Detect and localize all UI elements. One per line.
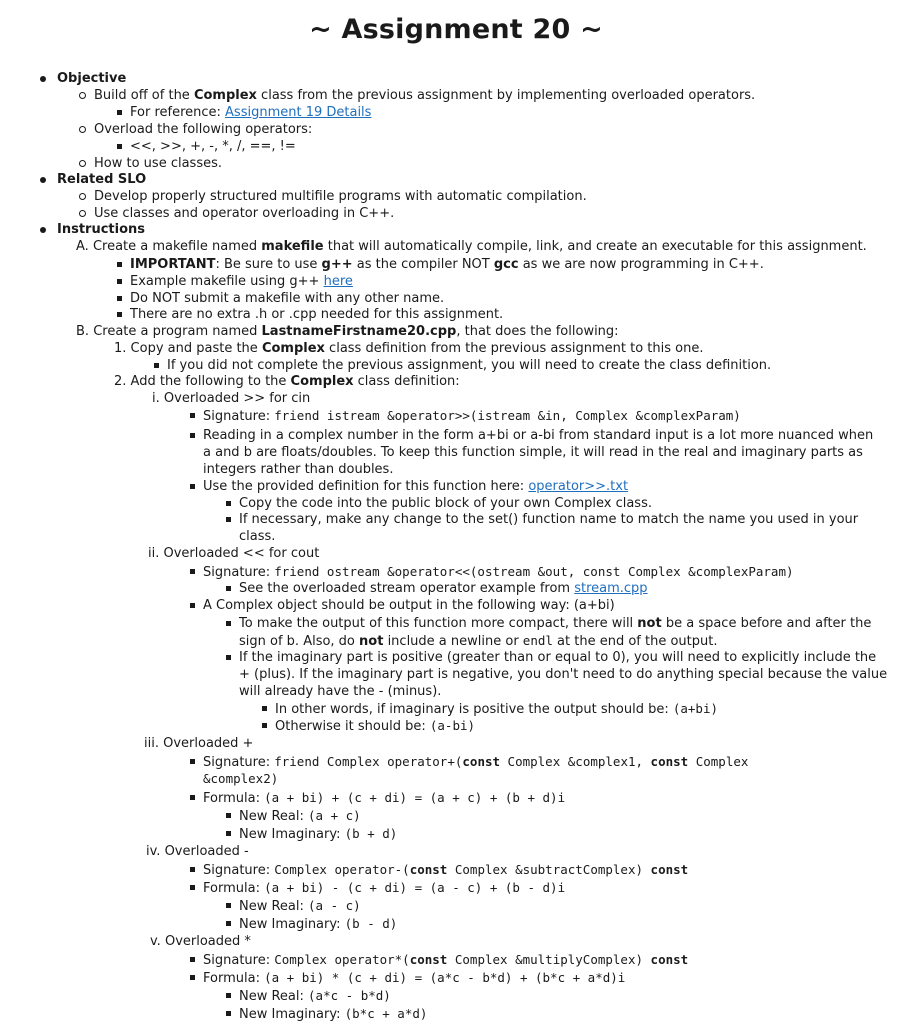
cin-if-necessary-2: class.: [239, 529, 276, 544]
multiply-signature: Signature: Complex operator*(const Complex &multiplyComplex) const: [190, 951, 688, 968]
stream-cpp-link[interactable]: stream.cpp: [574, 581, 648, 596]
slo-item-1: Develop properly structured multifile programs with automatic compilation.: [79, 188, 587, 205]
plus-signature-1: Signature: friend Complex operator+(const Complex &complex1, const Complex: [190, 753, 748, 770]
cin-reading-1: Reading in a complex number in the form a+bi or a-bi from standard input is a lot more nuanced when: [190, 427, 873, 444]
roman-iv: iv. Overloaded -: [146, 844, 249, 859]
cout-positive-1: If the imaginary part is positive (greater than or equal to 0), you will need to explicitly include the: [226, 649, 876, 666]
cin-use-definition: Use the provided definition for this function here: operator>>.txt: [190, 478, 628, 495]
minus-signature: Signature: Complex operator-(const Complex &subtractComplex) const: [190, 861, 688, 878]
page-title: ~ Assignment 20 ~: [309, 14, 603, 45]
step-1-note: If you did not complete the previous assignment, you will need to create the class definition.: [154, 357, 771, 374]
instruction-a-example: Example makefile using g++ here: [117, 273, 353, 290]
objective-item-1: Build off of the Complex class from the previous assignment by implementing overloaded operators.: [79, 87, 755, 104]
objective-reference: For reference: Assignment 19 Details: [117, 104, 371, 121]
makefile-example-link[interactable]: here: [323, 274, 353, 289]
instruction-a-no-extra: There are no extra .h or .cpp needed for this assignment.: [117, 306, 503, 323]
roman-i: i. Overloaded >> for cin: [152, 391, 311, 406]
cin-copy-code: Copy the code into the public block of your own Complex class.: [226, 495, 652, 512]
step-1: 1. Copy and paste the Complex class definition from the previous assignment to this one.: [114, 341, 704, 356]
cout-compact-1: To make the output of this function more compact, there will not be a space before and after the: [226, 615, 871, 632]
multiply-formula: Formula: (a + bi) * (c + di) = (a*c - b*d) + (b*c + a*d)i: [190, 969, 625, 986]
objective-item-2: Overload the following operators:: [79, 121, 312, 138]
step-2: 2. Add the following to the Complex class definition:: [114, 374, 460, 389]
slo-heading: Related SLO: [40, 171, 146, 188]
cin-reading-3: integers rather than doubles.: [203, 462, 394, 477]
assignment-19-link[interactable]: Assignment 19 Details: [225, 105, 372, 120]
cin-reading-2: a and b are floats/doubles. To keep this function simple, it will read in the real and imaginary parts as: [203, 445, 863, 460]
slo-item-2: Use classes and operator overloading in C++.: [79, 205, 394, 222]
objective-item-3: How to use classes.: [79, 155, 222, 172]
operator-txt-link[interactable]: operator>>.txt: [528, 479, 629, 494]
cin-if-necessary-1: If necessary, make any change to the set() function name to match the name you used in your: [226, 511, 858, 528]
instruction-b: B. Create a program named LastnameFirstname20.cpp, that does the following:: [76, 324, 619, 339]
cin-signature: Signature: friend istream &operator>>(istream &in, Complex &complexParam): [190, 407, 741, 424]
plus-signature-2: &complex2): [203, 771, 279, 786]
cout-compact-2: sign of b. Also, do not include a newline or endl at the end of the output.: [239, 633, 718, 649]
instructions-heading: Instructions: [40, 221, 145, 238]
instruction-a-important: IMPORTANT: Be sure to use g++ as the compiler NOT gcc as we are now programming in C++.: [117, 256, 764, 273]
minus-new-imaginary: New Imaginary: (b - d): [226, 915, 397, 932]
cout-output-format: A Complex object should be output in the following way: (a+bi): [190, 597, 615, 614]
cout-negative-output: Otherwise it should be: (a-bi): [262, 717, 475, 734]
cout-see-example: See the overloaded stream operator example from stream.cpp: [226, 580, 648, 597]
cout-positive-3: will already have the - (minus).: [239, 684, 442, 699]
plus-new-imaginary: New Imaginary: (b + d): [226, 825, 397, 842]
plus-formula: Formula: (a + bi) + (c + di) = (a + c) + (b + d)i: [190, 789, 565, 806]
roman-v: v. Overloaded *: [150, 934, 251, 949]
operators-list: <<, >>, +, -, *, /, ==, !=: [117, 138, 296, 155]
roman-ii: ii. Overloaded << for cout: [148, 546, 320, 561]
multiply-new-imaginary: New Imaginary: (b*c + a*d): [226, 1005, 427, 1022]
objective-heading: Objective: [40, 70, 126, 87]
instruction-a-no-other: Do NOT submit a makefile with any other name.: [117, 290, 444, 307]
minus-new-real: New Real: (a - c): [226, 897, 361, 914]
cout-positive-2: + (plus). If the imaginary part is negative, you don't need to do anything special because the value: [239, 667, 888, 682]
minus-formula: Formula: (a + bi) - (c + di) = (a - c) + (b - d)i: [190, 879, 565, 896]
multiply-new-real: New Real: (a*c - b*d): [226, 987, 391, 1004]
cout-positive-output: In other words, if imaginary is positive the output should be: (a+bi): [262, 700, 718, 717]
roman-iii: iii. Overloaded +: [144, 736, 254, 751]
cout-signature: Signature: friend ostream &operator<<(ostream &out, const Complex &complexParam): [190, 563, 794, 580]
instruction-a: A. Create a makefile named makefile that will automatically compile, link, and create an executable for this assignment.: [76, 239, 867, 254]
plus-new-real: New Real: (a + c): [226, 807, 361, 824]
